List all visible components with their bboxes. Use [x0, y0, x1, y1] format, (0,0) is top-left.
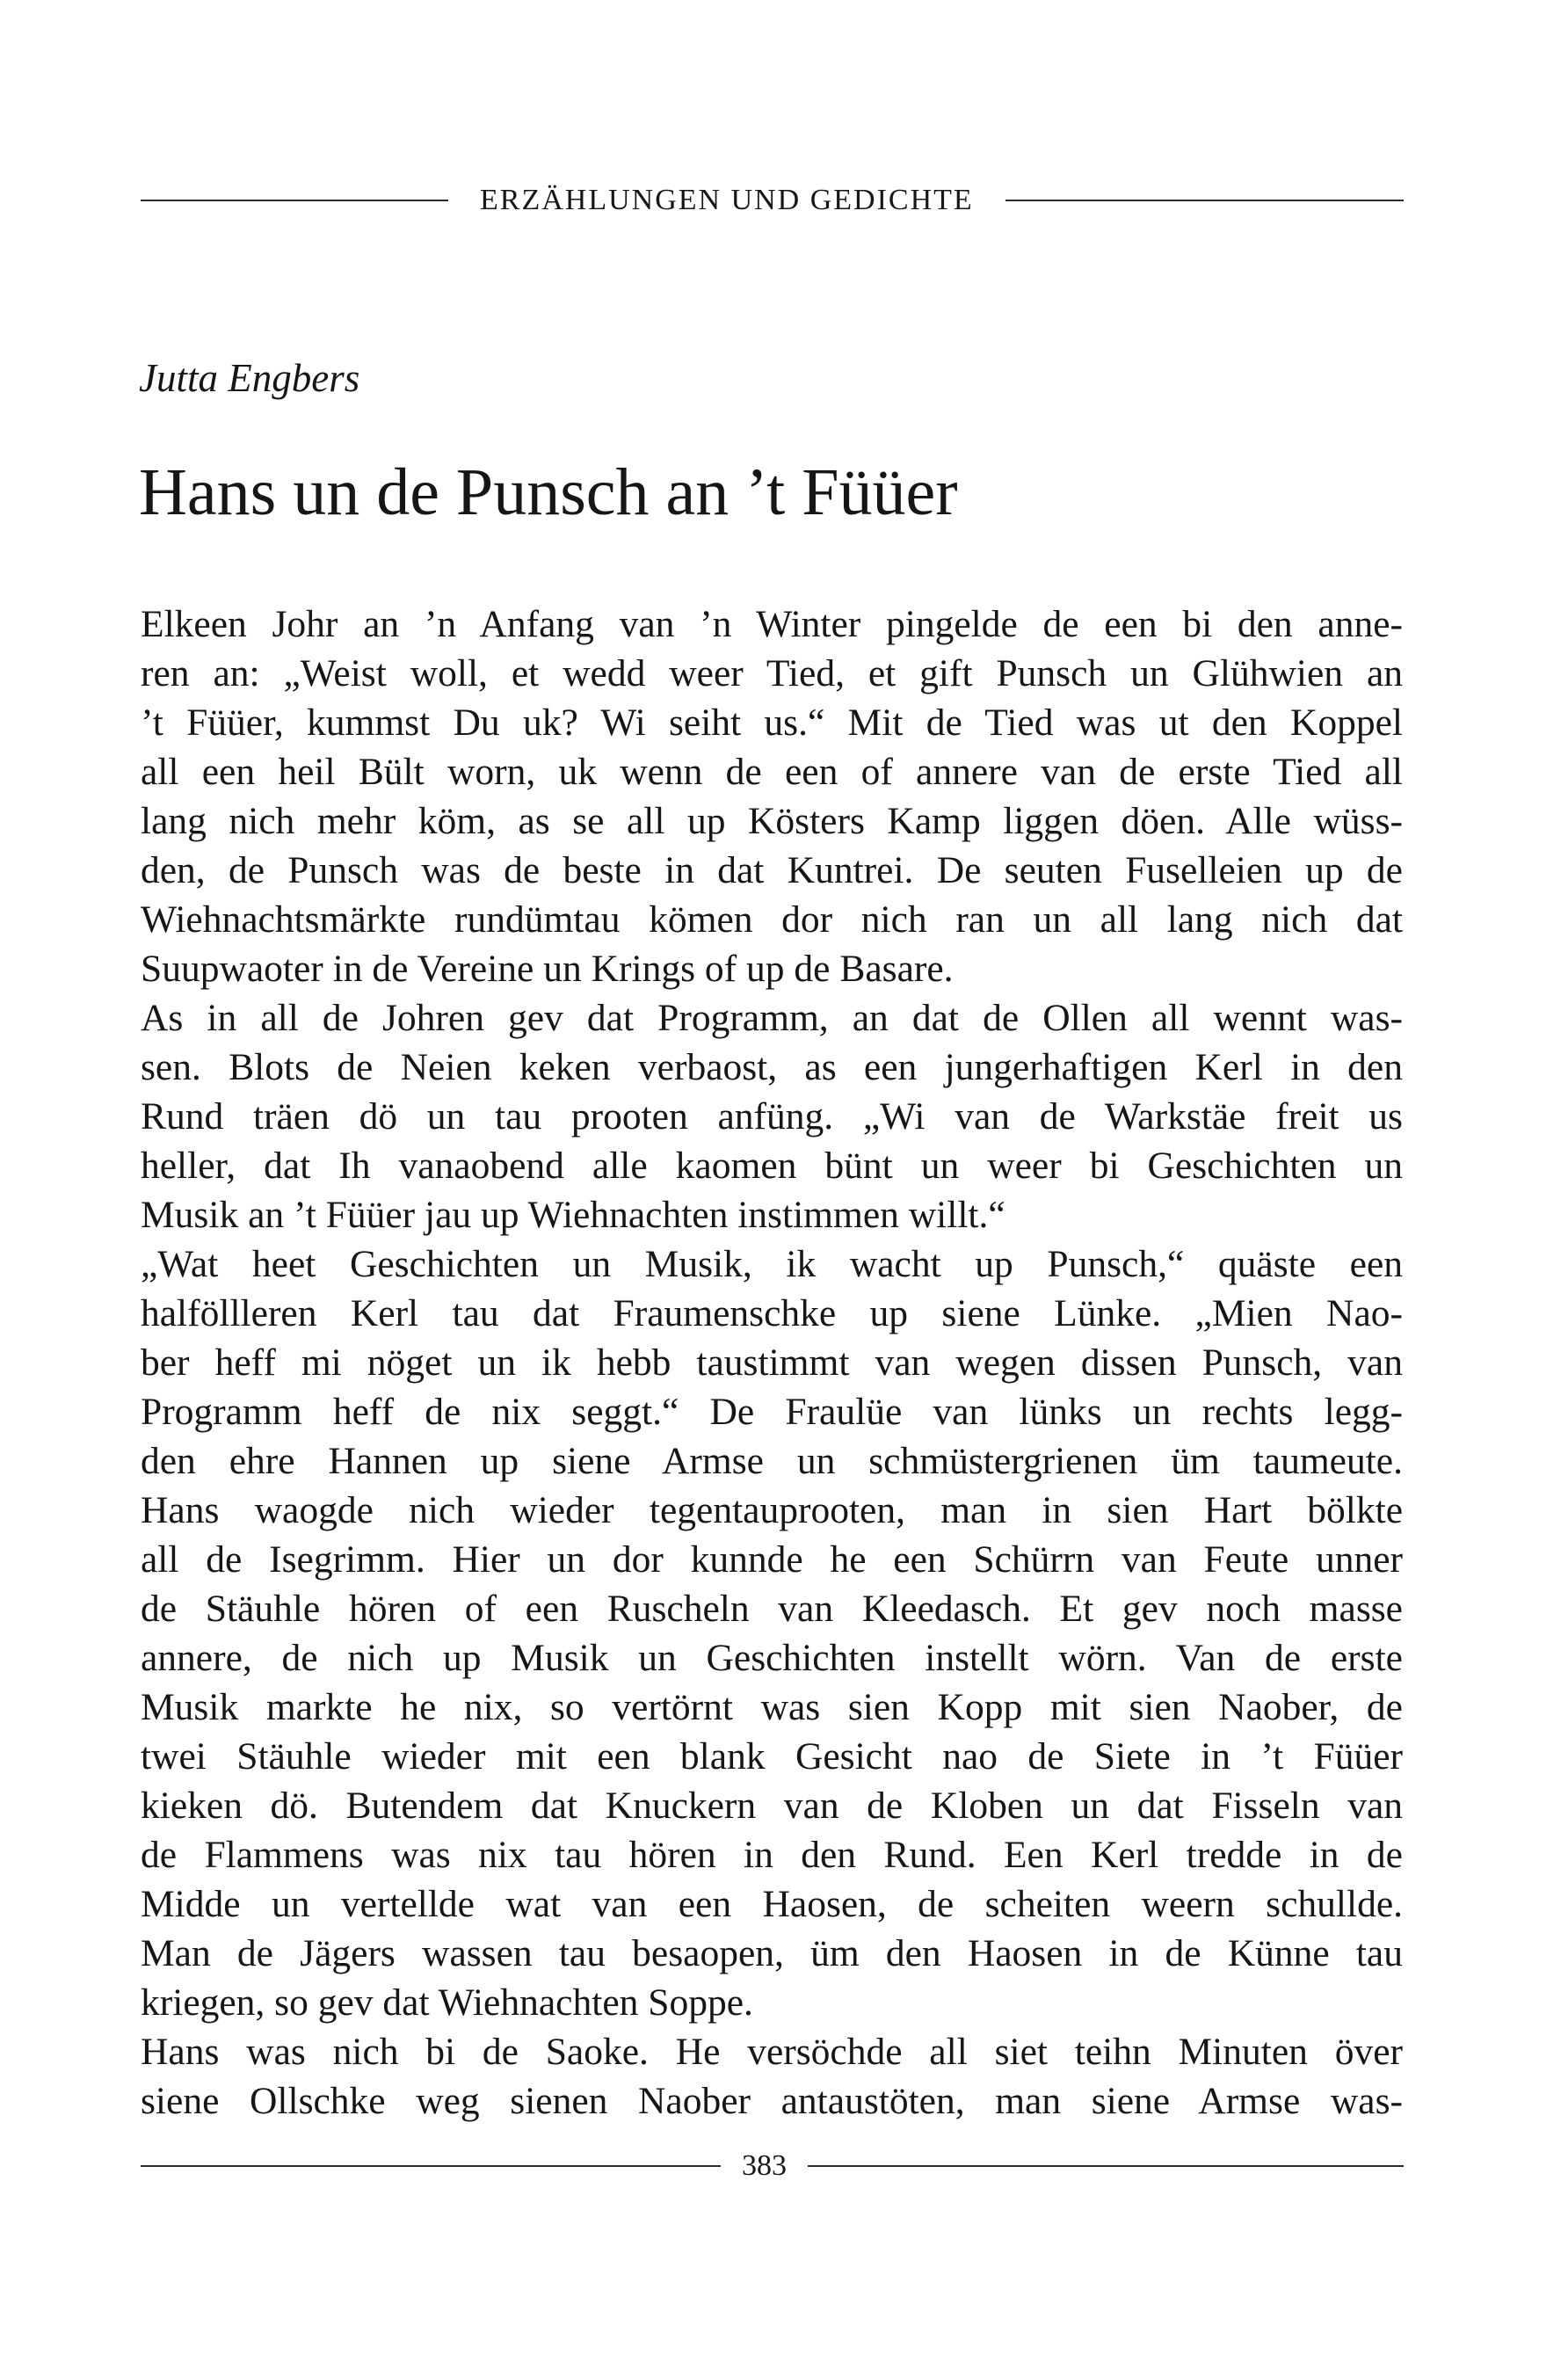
text-line: Man de Jägers wassen tau besaopen, üm den Haosen in de Künne tau — [141, 1932, 1403, 1974]
author-name: Jutta Engbers — [139, 356, 360, 400]
text-line: twei Stäuhle wieder mit een blank Gesicht nao de Siete in ’t Füüer — [141, 1735, 1403, 1778]
text-line: kriegen, so gev dat Wiehnachten Soppe. — [141, 1981, 753, 2024]
text-line: annere, de nich up Musik un Geschichten instellt wörn. Van de erste — [141, 1637, 1403, 1679]
text-line: ’t Füüer, kummst Du uk? Wi seiht us.“ Mit de Tied was ut den Koppel — [141, 702, 1403, 744]
text-line: Hans was nich bi de Saoke. He versöchde all siet teihn Minuten över — [141, 2031, 1403, 2073]
text-line: Suupwaoter in de Vereine un Krings of up de Basare. — [141, 948, 954, 990]
footer-rule-left — [141, 2165, 721, 2167]
text-line: Musik an ’t Füüer jau up Wiehnachten instimmen willt.“ — [141, 1194, 1005, 1236]
page-number: 383 — [742, 2149, 787, 2182]
text-line: Musik markte he nix, so vertörnt was sien Kopp mit sien Naober, de — [141, 1686, 1403, 1728]
text-line: siene Ollschke weg sienen Naober antaustöten, man siene Armse was- — [141, 2080, 1403, 2122]
footer-rule-right — [808, 2165, 1404, 2167]
text-line: halföllleren Kerl tau dat Fraumenschke up siene Lünke. „Mien Nao- — [141, 1292, 1403, 1334]
header-rule-right — [1005, 200, 1404, 201]
text-line: den ehre Hannen up siene Armse un schmüstergrienen üm taumeute. — [141, 1440, 1403, 1482]
text-line: kieken dö. Butendem dat Knuckern van de Kloben un dat Fisseln van — [141, 1785, 1403, 1827]
text-line: Rund träen dö un tau prooten anfüng. „Wi van de Warkstäe freit us — [141, 1095, 1403, 1138]
text-line: Elkeen Johr an ’n Anfang van ’n Winter pingelde de een bi den anne- — [141, 603, 1403, 645]
text-line: heller, dat Ih vanaobend alle kaomen bünt un weer bi Geschichten un — [141, 1145, 1403, 1187]
text-line: all een heil Bült worn, uk wenn de een of annere van de erste Tied all — [141, 751, 1403, 793]
text-line: sen. Blots de Neien keken verbaost, as een jungerhaftigen Kerl in den — [141, 1046, 1403, 1088]
text-line: ren an: „Weist woll, et wedd weer Tied, et gift Punsch un Glühwien an — [141, 652, 1403, 694]
running-header — [141, 179, 1404, 222]
text-line: de Flammens was nix tau hören in den Rund. Een Kerl tredde in de — [141, 1834, 1403, 1876]
story-title: Hans un de Punsch an ’t Füüer — [139, 455, 958, 529]
text-line: all de Isegrimm. Hier un dor kunnde he een Schürrn van Feute unner — [141, 1538, 1403, 1581]
text-line: ber heff mi nöget un ik hebb taustimmt van wegen dissen Punsch, van — [141, 1341, 1403, 1384]
text-line: Midde un vertellde wat van een Haosen, de scheiten weern schullde. — [141, 1883, 1403, 1925]
header-rule-left — [141, 200, 448, 201]
page-footer — [141, 2145, 1404, 2187]
text-line: de Stäuhle hören of een Ruscheln van Kleedasch. Et gev noch masse — [141, 1588, 1403, 1630]
text-line: Wiehnachtsmärkte rundümtau kömen dor nich ran un all lang nich dat — [141, 898, 1403, 941]
text-line: As in all de Johren gev dat Programm, an dat de Ollen all wennt was- — [141, 997, 1403, 1039]
text-line: Hans waogde nich wieder tegentauprooten, man in sien Hart bölkte — [141, 1489, 1403, 1531]
body-text — [141, 600, 1403, 2126]
section-title: ERZÄHLUNGEN UND GEDICHTE — [480, 184, 974, 216]
text-line: Programm heff de nix seggt.“ De Fraulüe van lünks un rechts legg- — [141, 1391, 1403, 1433]
text-line: den, de Punsch was de beste in dat Kuntrei. De seuten Fuselleien up de — [141, 849, 1403, 891]
text-line: lang nich mehr köm, as se all up Kösters Kamp liggen döen. Alle wüss- — [141, 800, 1403, 842]
text-line: „Wat heet Geschichten un Musik, ik wacht up Punsch,“ quäste een — [141, 1243, 1403, 1285]
